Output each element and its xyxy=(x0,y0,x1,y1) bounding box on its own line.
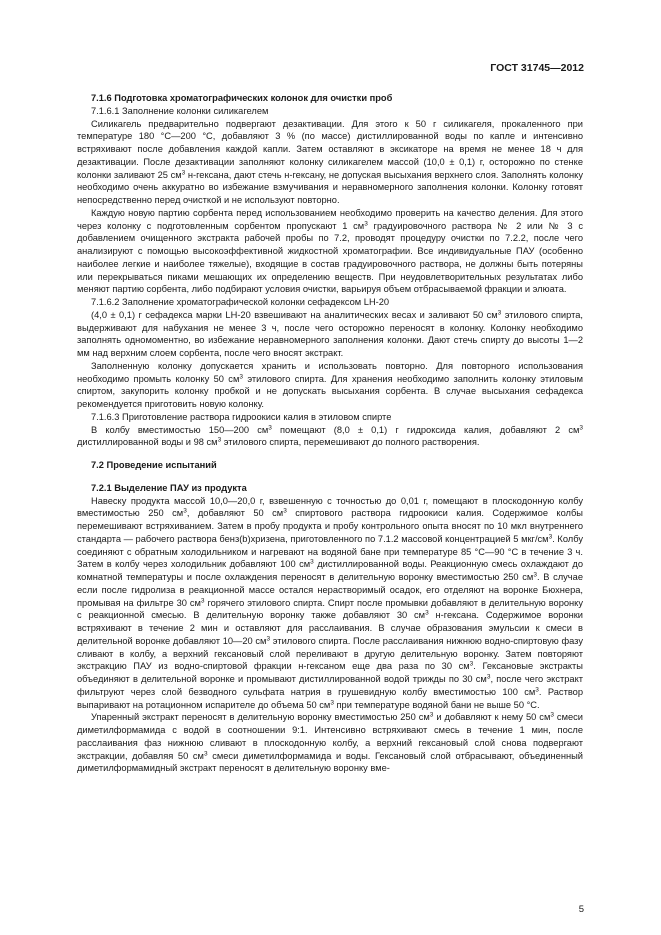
paragraph-column-storage: Заполненную колонку допускается хранить и использовать повторно. Для повторного использования необходимо промыть колонку 50 $см^3$ этилового спирта. Для хранения необходимо заполнить колонку этиловым спиртом, закупорить колонку пробкой и не допускать высыхания сорбента. В случае высыхания сефадекса рекомендуется приготовить новую колонку. xyxy=(77,360,583,409)
section-gap xyxy=(77,449,583,459)
paragraph-sorbent-check: Каждую новую партию сорбента перед использованием необходимо проверить на качество деления. Для этого через колонку с подготовленным сорбентом пропускают 1 $см^3$ градуировочного раствора № 2 или № 3 с добавлением очищенного экстракта рабочей пробы по 7.2, проводят процедуру очистки по 7.2.2, после чего анализируют с помощью высокоэффективной жидкостной хроматографии. Все индивидуальные ПАУ (особенно наиболее легкие и наиболее тяжелые), входящие в состав градуировочного раствора, не должны быть потеряны или перекрываться пиками мешающих их определению веществ. При неудовлетворительных результатах либо меняют партию сорбента, либо подбирают условия очистки, варьируя объем отбрасываемой фракции и элюата. xyxy=(77,207,583,295)
heading-7-2-1: 7.2.1 Выделение ПАУ из продукта xyxy=(91,482,247,493)
paragraph-dmf-extraction: Упаренный экстракт переносят в делительную воронку вместимостью 250 $см^3$ и добавляют к нему 50 $см^3$ смеси диметилформамида с водой в соотношении 9:1. Интенсивно встряхивают смесь в течение 1 мин, после расслаивания фаз нижнюю сливают в плоскодонную колбу, а верхний гексановый слой снова подвергают экстракции, добавляя 50 $см^3$ смеси диметилформамида и воды. Гексановый слой отбрасывают, объединенный диметилформамидный экстракт переносят в делительную воронку вме- xyxy=(77,711,583,774)
heading-7-2: 7.2 Проведение испытаний xyxy=(91,460,217,470)
paragraph-koh-solution: В колбу вместимостью 150—200 $см^3$ помещают (8,0 ± 0,1) г гидроксида калия, добавляют 2 $см^3$ дистиллированной воды и 98 $см^3$ этилового спирта, перемешивают до полного растворения. xyxy=(77,424,583,448)
heading-7-1-6-3: 7.1.6.3 Приготовление раствора гидроокиси калия в этиловом спирте xyxy=(91,411,392,422)
heading-7-1-6-1: 7.1.6.1 Заполнение колонки силикагелем xyxy=(91,105,269,116)
paragraph-pah-extraction: Навеску продукта массой 10,0—20,0 г, взвешенную с точностью до 0,01 г, помещают в плоскодонную колбу вместимостью 250 $см^3$, добавляют 50 $см^3$ спиртового раствора гидроокиси калия. Содержимое колбы перемешивают встряхиванием. Затем в пробу продукта и пробу контрольного опыта вносят по 10 мкл внутреннего стандарта — рабочего раствора бенз(b)хризена, приготовленного по 7.1.2 массовой концентрацией 5 мкг/$см^3$. Колбу соединяют с обратным холодильником и нагревают на водяной бане при температуре 85 °С—90 °С в течение 3 ч. Затем в колбу через холодильник добавляют 100 $см^3$ дистиллированной воды. Реакционную смесь охлаждают до комнатной температуры и после охлаждения переносят в делительную воронку вместимостью 250 $см^3$. В случае если после гидролиза в реакционной массе остался нерастворимый осадок, его отделяют на воронке Бюхнера, промывая на фильтре 30 $см^3$ горячего этилового спирта. Спирт после промывки добавляют в делительную воронку с реакционной смесью. В делительную воронку также добавляют 30 $см^3$ н-гексана. Содержимое воронки встряхивают в течение 2 мин и оставляют для расслаивания. В случае образования эмульсии к смеси в делительной воронке добавляют 10—20 $см^3$ этилового спирта. После расслаивания нижнюю водно-спиртовую фазу сливают в колбу, а верхний гексановый слой переливают в другую делительную воронку. Затем повторяют экстракцию ПАУ из водно-спиртовой фракции н-гексаном еще два раза по 30 $см^3$. Гексановые экстракты объединяют в делительной воронке и промывают дистиллированной водой трижды по 30 $см^3$, после чего экстракт фильтруют через слой безводного сульфата натрия в грушевидную колбу вместимостью 100 $см^3$. Раствор выпаривают на ротационном испарителе до объема 50 $см^3$ при температуре водяной бани не выше 50 °С. xyxy=(77,495,584,710)
heading-7-1-6-2: 7.1.6.2 Заполнение хроматографической колонки сефадексом LH-20 xyxy=(91,297,390,307)
section-gap xyxy=(77,472,583,482)
document-body xyxy=(77,92,583,775)
heading-7-1-6: 7.1.6 Подготовка хроматографических колонок для очистки проб xyxy=(91,93,393,103)
standard-header: ГОСТ 31745—2012 xyxy=(490,62,584,74)
paragraph-sephadex-fill: (4,0 ± 0,1) г сефадекса марки LH-20 взвешивают на аналитических весах и заливают 50 $см^3$ этилового спирта, выдерживают для набухания не менее 3 ч, после чего осторожно переносят в колонку. Колонку необходимо заполнять одномоментно, во избежание неравномерного заполнения колонки. Дают стечь спирту до высоты 1—2 мм над верхним слоем сорбента, после чего вносят экстракт. xyxy=(77,309,583,358)
page-number: 5 xyxy=(578,904,584,915)
paragraph-silica-deactivation: Силикагель предварительно подвергают дезактивации. Для этого к 50 г силикагеля, прокаленного при температуре 180 °С—200 °С, добавляют 3 % (по массе) дистиллированной воды по капле и интенсивно встряхивают после добавления каждой капли. Затем оставляют в эксикаторе на время не менее 18 ч для дезактивации. После дезактивации заполняют колонку силикагелем массой (10,0 ± 0,1) г, осторожно по стенке колонки заливают 25 $см^3$ н-гексана, дают стечь н-гексану, не допуская высыхания верхнего слоя. Заполнять колонку необходимо очень аккуратно во избежание взмучивания и неравномерного заполнения колонки. Колонку готовят непосредственно перед очисткой и не используют повторно. xyxy=(77,118,583,205)
